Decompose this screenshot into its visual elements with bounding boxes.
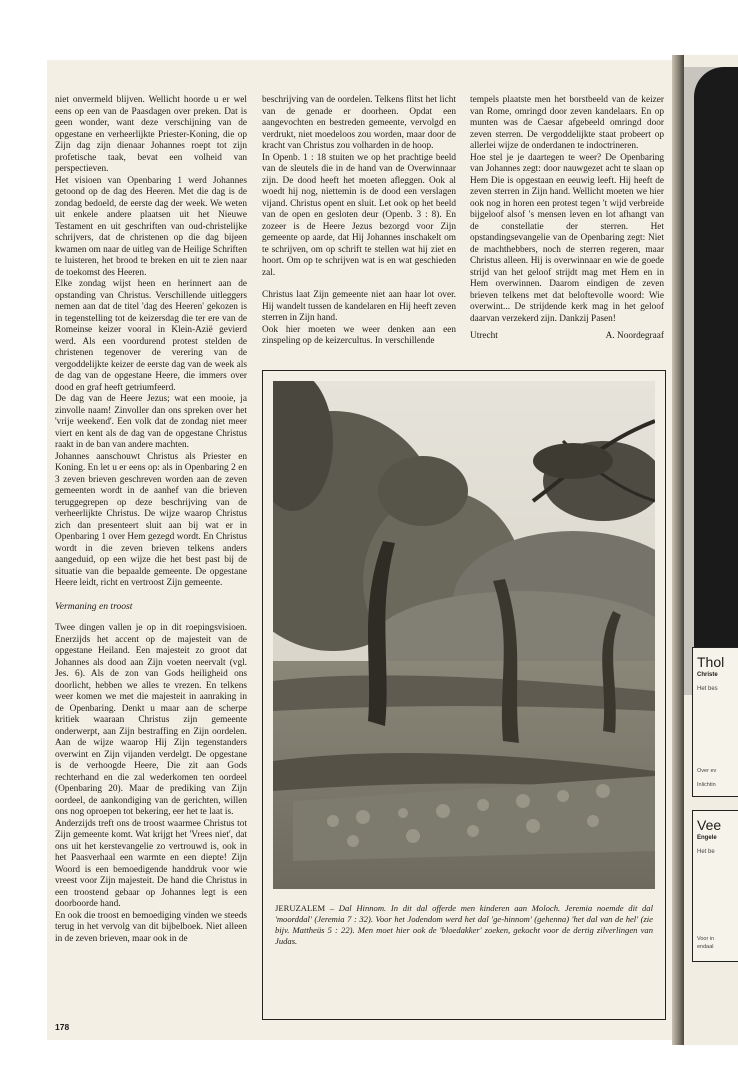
caption-location: JERUZALEM bbox=[275, 903, 326, 913]
paragraph: Twee dingen vallen je op in dit roepingsvisioen. Enerzijds het accent op de majesteit van de opgestane Heiland. Een majesteit zo groot dat Johannes als dood aan Zijn voeten neervalt (vgl. Jes. 6). Als de zon van Gods heiligheid ons doorlicht, hebben we alles te vrezen. En telkens weer komen we met die majesteit in aanraking in de Openbaring. Denkt u maar aan de scherpe kritiek waaraan Christus zijn gemeente onderwerpt, aan Zijn bestraffing en Zijn oordelen. Aan de wijze waarop Hij Zijn tegenstanders overwint en Zijn vijanden verdelgt. De opgestane is de verhoogde Heere, Die zit aan Gods rechterhand en die zal wederkomen ten oordeel (Openbaring 20). Maar de prediking van Zijn oordeel, de aankondiging van de gerichten, willen ons nog oproepen tot bekering, eer het te laat is. bbox=[55, 623, 247, 817]
paragraph: Anderzijds treft ons de troost waarmee Christus tot Zijn gemeente komt. Wat krijgt het 'Vrees niet', dat ons uit het kerstevangelie zo vertrouwd is, ook in het Paasverhaal een warmte en een diepte! Zijn Woord is een bemoedigende handdruk voor wie vreest voor Zijn majesteit. De hand die Christus in een troostend gebaar op Johannes legt is een doorboorde hand. bbox=[55, 818, 247, 909]
paragraph: Het visioen van Openbaring 1 werd Johannes getoond op de dag des Heeren. Met die dag is de zondag bedoeld, de eerste dag der week. We weten uit enkele andere plaatsen uit het Nieuwe Testament en uit geschriften van oud-christelijke schrijvers, dat de christenen op die dag bijeen kwamen om naar de uitleg van de Heilige Schriften te luisteren, het brood te breken en uit te zien naar de toekomst des Heeren. bbox=[55, 175, 247, 278]
adjacent-page bbox=[684, 55, 738, 1045]
paragraph: niet onvermeld blijven. Wellicht hoorde u er wel eens op een van de Paasdagen over preken. Dat is geen wonder, want deze verschijning van de opgestane en verheerlijkte Priester-Koning, die op Zijn dag zijn dienaar Johannes roept tot zijn profetische taak, bevat een volheid van perspectieven. bbox=[55, 95, 247, 174]
paragraph: Ook hier moeten we weer denken aan een zinspeling op de keizercultus. In verschillende bbox=[262, 324, 456, 346]
ad-footer-line: endaal bbox=[697, 944, 714, 950]
ad-footer-line: Over ev bbox=[697, 768, 717, 774]
paragraph: Elke zondag wijst heen en herinnert aan de opstanding van Christus. Verschillende uitleggers nemen aan dat de titel 'dag des Heeren' gekozen is in tegenstelling tot de keizersdag die ter ere van de Romeinse keizer vooral in Klein-Azië gevierd werd. Als een voordurend protest stelden de christenen tegenover de verering van de vergoddelijkte keizer de eerste dag van de week als de dag van de opgestane Heere, die immers over dood en graf heeft getriumfeerd. bbox=[55, 279, 247, 393]
paragraph: Christus laat Zijn gemeente niet aan haar lot over. Hij wandelt tussen de kandelaren en Hij heeft zeven sterren in Zijn hand. bbox=[262, 290, 456, 323]
advertisement-box bbox=[692, 810, 738, 962]
page-binding bbox=[672, 55, 684, 1045]
ad-footer-line: Voor in bbox=[697, 936, 715, 942]
photo-caption bbox=[275, 903, 653, 947]
adjacent-photo bbox=[684, 67, 738, 695]
paragraph: En ook die troost en bemoediging vinden we steeds terug in het vervolg van dit bijbelboek. Niet alleen in de zeven brieven, maar ook in de bbox=[55, 910, 247, 944]
article-column-3 bbox=[470, 95, 664, 343]
section-heading: Vermaning en troost bbox=[55, 600, 133, 612]
signature-place: Utrecht bbox=[470, 331, 498, 341]
paragraph: In Openb. 1 : 18 stuiten we op het prachtige beeld van de sleutels die in de hand van de Overwinnaar zijn. De dood heeft het moeten afleggen. Ook al woedt hij nog, niettemin is de dood een verslagen vijand. Christus opent en sluit. Let ook op het beeld van de open en gesloten deur (Openb. 3 : 8). En zozeer is de Heere Jezus bezorgd voor Zijn gemeente op aarde, dat Hij Johannes inschakelt om te schrijven, om op schrift te stellen wat hij ziet en hoort. Om op te schrijven wat is en wat geschieden zal. bbox=[262, 152, 456, 278]
signature-line bbox=[470, 331, 664, 343]
ad-subtitle: Engele bbox=[697, 835, 717, 841]
paragraph: Hoe stel je je daartegen te weer? De Openbaring van Johannes zegt: door nauwgezet acht te slaan op Hem Die is opgestaan en eeuwig leeft. Hij heeft de zeven sterren in Zijn hand. Wellicht moeten we hier ook nog in horen een protest tegen 't wijd verbreide bijgeloof alsof 's mensen leven en lot afhangt van de constellatie der sterren. Het opstandingsevangelie van de Openbaring zegt: Niet de machthebbers, noch de sterren regeren, maar Christus alleen. Hij is overwinnaar en wie de goede strijd van het geloof strijdt mag met Hem en in Hem overwinnen. Daarom eindigen de zeven brieven telkens met dat beloftevolle woord: Wie overwint... De strijdende kerk mag in het geloof daarvan verzekerd zijn. Dankzij Pasen! bbox=[470, 152, 664, 324]
paragraph: beschrijving van de oordelen. Telkens flitst het licht van de genade er doorheen. Opdat een aangevochten en bestreden gemeente, vervolgd en verdrukt, niet moedeloos zou worden, maar door de kracht van Christus zou volharden in de hoop. bbox=[262, 95, 456, 151]
ad-body: Het bes bbox=[697, 686, 718, 692]
photo-box bbox=[262, 370, 666, 1020]
author-name: A. Noordegraaf bbox=[605, 331, 664, 341]
article-column-1 bbox=[55, 95, 247, 945]
ad-subtitle: Christe bbox=[697, 672, 718, 678]
olive-grove-photo bbox=[273, 381, 655, 889]
advertisement-box bbox=[692, 647, 738, 797]
paragraph: De dag van de Heere Jezus; wat een mooie, ja zinvolle naam! Zinvoller dan ons spreken over het 'vrije weekend'. Een volk dat de zondag niet meer viert en kent als de dag van de opgestane Christus raakt in de ban van andere machten. bbox=[55, 394, 247, 450]
olive-grove-illustration bbox=[273, 381, 655, 889]
paragraph: Johannes aanschouwt Christus als Priester en Koning. En let u er eens op: als in Openbaring 2 en 3 zeven brieven geschreven worden aan de zeven gemeenten wordt in de aanhef van die brieven teruggegrepen op deze beschrijving van de verheerlijkte Christus. De wijze waarop Christus zich dan presenteert sluit aan bij wat er in Openbaring 1 over Hem gezegd wordt. En Christus wordt in die zeven brieven telkens anders aangeduid, op een wijze die het best past bij de situatie van die bepaalde gemeente. De opgestane Heere leidt, richt en vertroost Zijn gemeente. bbox=[55, 451, 247, 588]
ad-title: Vee bbox=[697, 817, 722, 833]
caption-text: – Dal Hinnom. In dit dal offerde men kinderen aan Moloch. Jeremia noemde dit dal 'moorddal' (Jeremia 7 : 32). Voor het Jodendom werd het dal 'ge-hinnom' (gehenna) 'het dal van de hel' (zie bijv. Mattheüs 5 : 22). Men moet hier ook de 'bloedakker' zoeken, gekocht voor de dertig zilverlingen van Judas. bbox=[275, 903, 653, 946]
ad-title: Thol bbox=[697, 654, 725, 670]
article-column-2 bbox=[262, 95, 456, 348]
paragraph: tempels plaatste men het borstbeeld van de keizer van Rome, omringd door zeven kandelaars. En op munten was de Caesar afgebeeld omringd door zeven sterren. De vergoddelijkte staat probeert op allerlei wijze de onderdanen te indoctrineren. bbox=[470, 95, 664, 151]
ad-body: Het be bbox=[697, 849, 715, 855]
page-number: 178 bbox=[55, 1022, 70, 1032]
ad-footer-line: Inlichtin bbox=[697, 782, 716, 788]
